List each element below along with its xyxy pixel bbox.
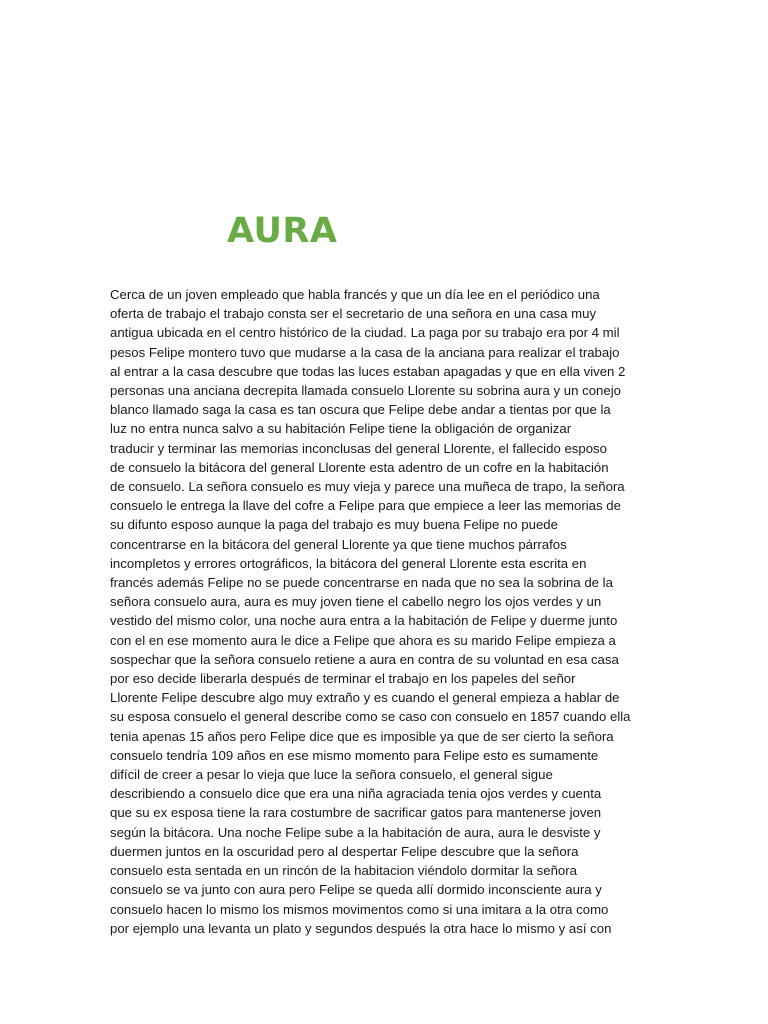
body-line: difícil de creer a pesar lo vieja que luce la señora consuelo, el general sigue	[110, 767, 553, 783]
body-line: de consuelo. La señora consuelo es muy vieja y parece una muñeca de trapo, la señora	[110, 479, 625, 495]
document-body	[110, 285, 670, 938]
body-line: consuelo tendría 109 años en ese mismo momento para Felipe esto es sumamente	[110, 747, 599, 763]
body-line: francés además Felipe no se puede concentrarse en nada que no sea la sobrina de la	[110, 575, 613, 591]
body-line: consuelo se va junto con aura pero Felipe se queda allí dormido inconsciente aura y	[110, 882, 602, 898]
body-line: personas una anciana decrepita llamada consuelo Llorente su sobrina aura y un conejo	[110, 383, 621, 399]
body-line: pesos Felipe montero tuvo que mudarse a la casa de la anciana para realizar el trabajo	[110, 344, 620, 360]
body-line: consuelo esta sentada en un rincón de la habitacion viéndolo dormitar la señora	[110, 863, 577, 879]
body-line: oferta de trabajo el trabajo consta ser el secretario de una señora en una casa muy	[110, 306, 597, 322]
body-line: traducir y terminar las memorias inconclusas del general Llorente, el fallecido esposo	[110, 440, 607, 456]
body-line: consuelo hacen lo mismo los mismos movimentos como si una imitara a la otra como	[110, 901, 609, 917]
body-line: al entrar a la casa descubre que todas las luces estaban apagadas y que en ella viven 2	[110, 363, 626, 379]
body-line: de consuelo la bitácora del general Llorente esta adentro de un cofre en la habitación	[110, 459, 609, 475]
body-line: con el en ese momento aura le dice a Felipe que ahora es su marido Felipe empieza a	[110, 632, 616, 648]
body-line: Llorente Felipe descubre algo muy extraño y es cuando el general empieza a hablar de	[110, 690, 620, 706]
body-line: luz no entra nunca salvo a su habitación Felipe tiene la obligación de organizar	[110, 421, 572, 437]
body-line: consuelo le entrega la llave del cofre a Felipe para que empiece a leer las memorias de	[110, 498, 621, 514]
body-line: duermen juntos en la oscuridad pero al despertar Felipe descubre que la señora	[110, 843, 579, 859]
body-line: por eso decide liberarla después de terminar el trabajo en los papeles del señor	[110, 671, 576, 687]
body-line: su esposa consuelo el general describe como se caso con consuelo en 1857 cuando ella	[110, 709, 631, 725]
body-line: tenia apenas 15 años pero Felipe dice que es imposible ya que de ser cierto la señora	[110, 728, 614, 744]
body-line: blanco llamado saga la casa es tan oscura que Felipe debe andar a tientas por que la	[110, 402, 611, 418]
body-line: describiendo a consuelo dice que era una niña agraciada tenia ojos verdes y cuenta	[110, 786, 602, 802]
body-line: señora consuelo aura, aura es muy joven tiene el cabello negro los ojos verdes y un	[110, 594, 602, 610]
body-line: incompletos y errores ortográficos, la bitácora del general Llorente esta escrita en	[110, 555, 587, 571]
body-line: vestido del mismo color, una noche aura entra a la habitación de Felipe y duerme junto	[110, 613, 618, 629]
body-line: antigua ubicada en el centro histórico de la ciudad. La paga por su trabajo era por 4 mil	[110, 325, 620, 341]
body-line: por ejemplo una levanta un plato y segundos después la otra hace lo mismo y así con	[110, 920, 612, 936]
body-line: Cerca de un joven empleado que habla francés y que un día lee en el periódico una	[110, 287, 600, 302]
document-title: AURA	[227, 211, 338, 251]
body-line: sospechar que la señora consuelo retiene a aura en contra de su voluntad en esa casa	[110, 651, 619, 667]
body-line: concentrarse en la bitácora del general Llorente ya que tiene muchos párrafos	[110, 536, 567, 552]
body-line: su difunto esposo aunque la paga del trabajo es muy buena Felipe no puede	[110, 517, 558, 533]
body-line: que su ex esposa tiene la rara costumbre de sacrificar gatos para mantenerse joven	[110, 805, 602, 821]
body-line: según la bitácora. Una noche Felipe sube a la habitación de aura, aura le desviste y	[110, 824, 601, 840]
